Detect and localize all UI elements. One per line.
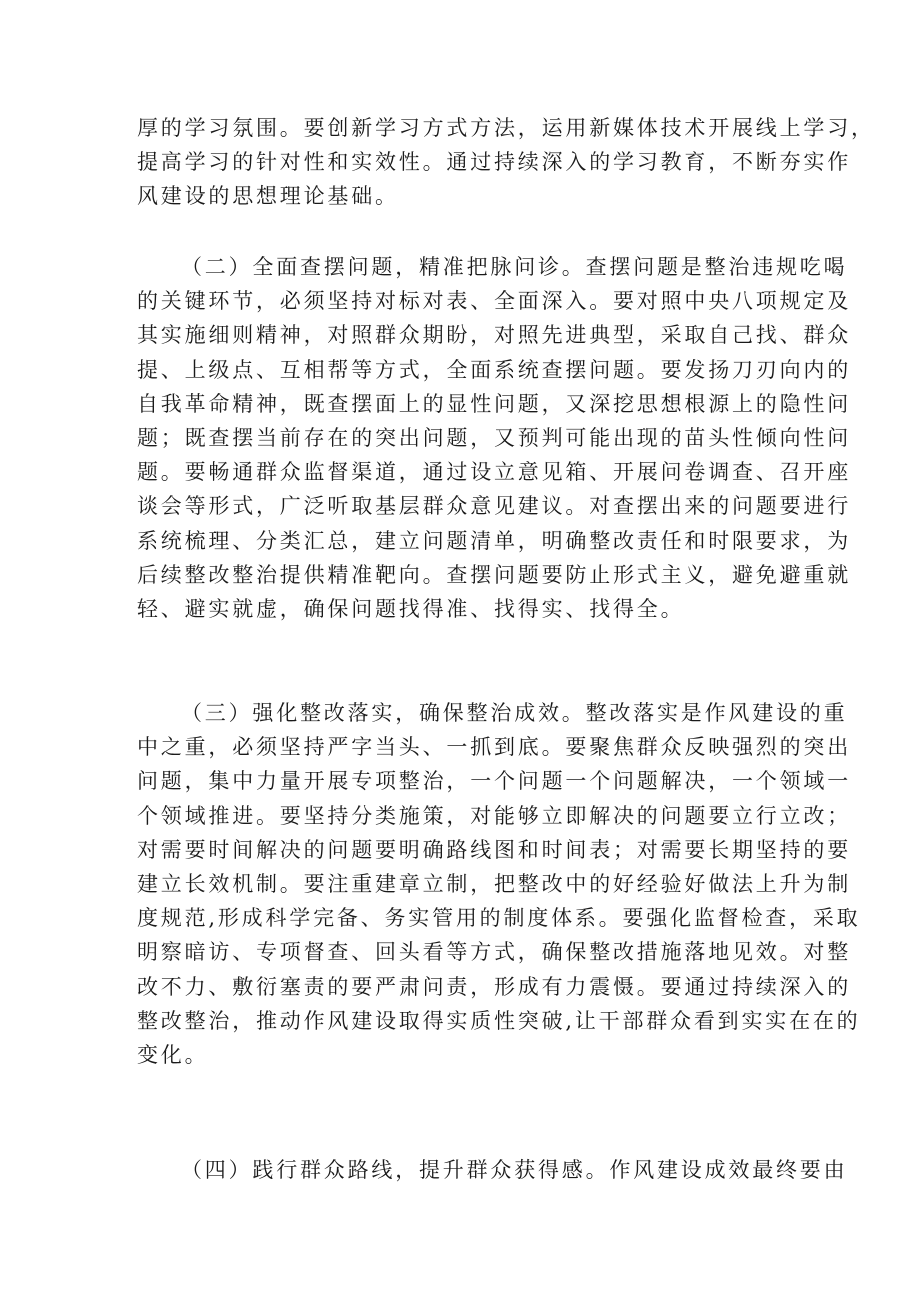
paragraph-line: 明察暗访、专项督查、回头看等方式，确保整改措施落地见效。对整: [137, 940, 851, 965]
paragraph-line: 个领域推进。要坚持分类施策，对能够立即解决的问题要立行立改；: [137, 803, 851, 828]
paragraph-line: 中之重，必须坚持严字当头、一抓到底。要聚焦群众反映强烈的突出: [137, 735, 851, 760]
paragraph-line: 整改整治，推动作风建设取得实质性突破,让干部群众看到实实在在的: [137, 1008, 861, 1033]
paragraph-line: 建立长效机制。要注重建章立制，把整改中的好经验好做法上升为制: [137, 871, 851, 896]
paragraph-line: 轻、避实就虚，确保问题找得准、找得实、找得全。: [137, 596, 685, 621]
paragraph-heading-line: （三）强化整改落实，确保整治成效。整改落实是作风建设的重: [181, 701, 848, 725]
paragraph-line: 变化。: [137, 1042, 209, 1067]
paragraph-line: 的关键环节，必须坚持对标对表、全面深入。要对照中央八项规定及: [137, 289, 851, 314]
paragraph-line: 风建设的思想理论基础。: [137, 184, 399, 209]
paragraph-4: [137, 1153, 848, 1187]
paragraph-line: 提、上级点、互相帮等方式，全面系统查摆问题。要发扬刀刃向内的: [137, 357, 851, 382]
paragraph-line: 度规范,形成科学完备、务实管用的制度体系。要强化监督检查，采取: [137, 906, 861, 931]
paragraph-line: 系统梳理、分类汇总，建立问题清单，明确整改责任和时限要求，为: [137, 528, 851, 553]
paragraph-line: 题；既查摆当前存在的突出问题，又预判可能出现的苗头性倾向性问: [137, 425, 851, 450]
paragraph-1: [137, 111, 875, 214]
paragraph-heading-line: （二）全面查摆问题，精准把脉问诊。查摆问题是整治违规吃喝: [181, 255, 848, 279]
paragraph-line: 谈会等形式，广泛听取基层群众意见建议。对查摆出来的问题要进行: [137, 494, 851, 519]
paragraph-line: 提高学习的针对性和实效性。通过持续深入的学习教育，不断夯实作: [137, 150, 851, 175]
paragraph-line: 改不力、敷衍塞责的要严肃问责，形成有力震慑。要通过持续深入的: [137, 974, 851, 999]
paragraph-line: 其实施细则精神，对照群众期盼，对照先进典型，采取自己找、群众: [137, 323, 851, 348]
paragraph-line: 厚的学习氛围。要创新学习方式方法，运用新媒体技术开展线上学习，: [137, 116, 875, 140]
paragraph-line: 题。要畅通群众监督渠道，通过设立意见箱、开展问卷调查、召开座: [137, 460, 851, 485]
paragraph-line: 自我革命精神，既查摆面上的显性问题，又深挖思想根源上的隐性问: [137, 391, 851, 416]
paragraph-line: 后续整改整治提供精准靶向。查摆问题要防止形式主义，避免避重就: [137, 562, 851, 587]
paragraph-3: [137, 696, 861, 1072]
paragraph-heading-line: （四）践行群众路线，提升群众获得感。作风建设成效最终要由: [181, 1158, 848, 1182]
paragraph-2: [137, 250, 851, 626]
paragraph-line: 问题，集中力量开展专项整治，一个问题一个问题解决，一个领域一: [137, 769, 851, 794]
paragraph-line: 对需要时间解决的问题要明确路线图和时间表；对需要长期坚持的要: [137, 837, 851, 862]
